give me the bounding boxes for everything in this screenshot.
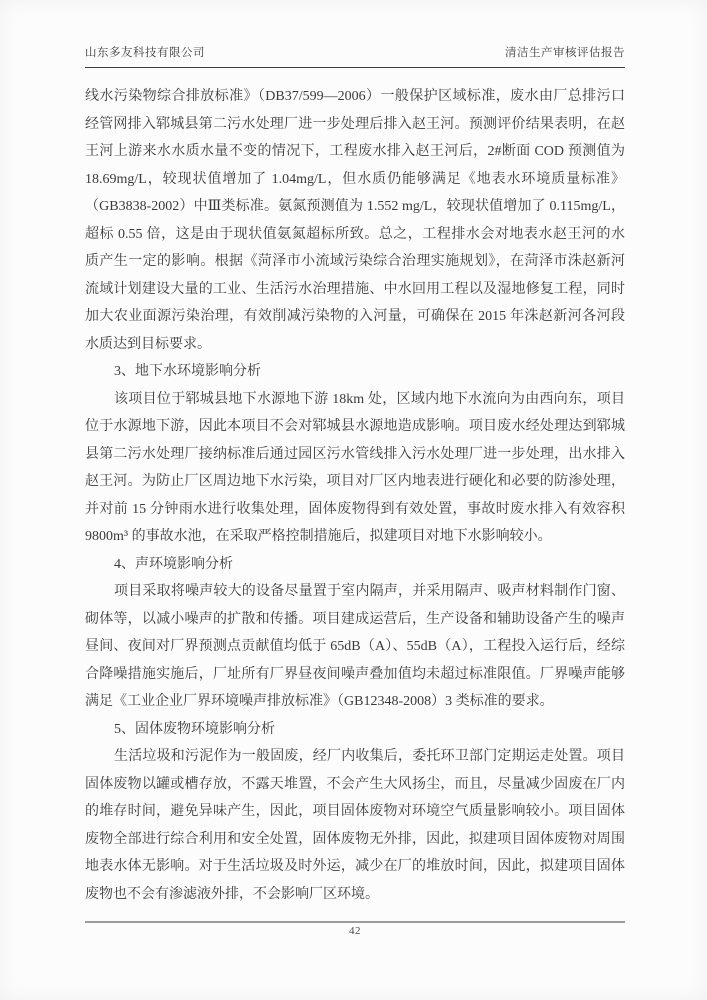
body-line: 位于水源地下游，因此本项目不会对郓城县水源地造成影响。项目废水经处理达到郓城 bbox=[85, 419, 625, 434]
body-line: 质产生一定的影响。根据《菏泽市小流域污染综合治理实施规划》，在菏泽市洙赵新河 bbox=[85, 254, 625, 269]
page-footer bbox=[85, 921, 625, 937]
body-line: 超标 0.55 倍，这是由于现状值氨氮超标所致。总之，工程排水会对地表水赵王河的水 bbox=[85, 226, 625, 242]
document-body bbox=[85, 83, 625, 908]
body-line: （GB3838-2002）中Ⅲ类标准。氨氮预测值为 1.552 mg/L，较现状值增加了 0.115mg/L， bbox=[85, 199, 625, 214]
body-line: 18.69mg/L，较现状值增加了 1.04mg/L，但水质仍能够满足《地表水环境质量标准》 bbox=[85, 171, 625, 187]
header-report-title: 清洁生产审核评估报告 bbox=[505, 47, 625, 59]
page-header bbox=[85, 44, 625, 68]
body-line: 水质达到目标要求。 bbox=[85, 336, 211, 352]
body-line: 废物也不会有渗滤液外排，不会影响厂区环境。 bbox=[85, 886, 379, 902]
body-line: 合降噪措施实施后，厂址所有厂界昼夜间噪声叠加值均未超过标准限值。厂界噪声能够 bbox=[85, 666, 625, 682]
body-line: 9800m³ 的事故水池，在采取严格控制措施后，拟建项目对地下水影响较小。 bbox=[85, 529, 552, 544]
body-line: 经管网排入郓城县第二污水处理厂进一步处理后排入赵王河。预测评价结果表明，在赵 bbox=[85, 116, 625, 132]
body-line: 废物全部进行综合利用和安全处置，固体废物无外排，因此，拟建项目固体废物对周围 bbox=[85, 831, 625, 847]
body-line: 满足《工业企业厂界环境噪声排放标准》（GB12348-2008）3 类标准的要求。 bbox=[85, 694, 554, 709]
page-number: 42 bbox=[349, 925, 361, 937]
body-line: 该项目位于郓城县地下水源地下游 18km 处，区域内地下水流向为由西向东，项目 bbox=[114, 391, 625, 407]
body-line: 的堆存时间，避免异味产生，因此，项目固体废物对环境空气质量影响较小。项目固体 bbox=[85, 804, 625, 819]
body-line: 王河上游来水水质水量不变的情况下，工程废水排入赵王河后，2#断面 COD 预测值为 bbox=[85, 144, 625, 159]
section-heading: 4、声环境影响分析 bbox=[114, 556, 233, 572]
body-line: 县第二污水处理厂接纳标准后通过园区污水管线排入污水处理厂进一步处理，出水排入 bbox=[85, 446, 625, 462]
header-company-name: 山东多友科技有限公司 bbox=[85, 47, 205, 59]
body-line: 流域计划建设大量的工业、生活污水治理措施、中水回用工程以及湿地修复工程，同时 bbox=[85, 281, 625, 297]
body-line: 生活垃圾和污泥作为一般固废，经厂内收集后，委托环卫部门定期运走处置。项目 bbox=[114, 749, 625, 764]
section-heading: 5、固体废物环境影响分析 bbox=[114, 721, 275, 737]
body-line: 并对前 15 分钟雨水进行收集处理，固体废物得到有效处置，事故时废水排入有效容积 bbox=[85, 501, 625, 517]
body-line: 昼间、夜间对厂界预测点贡献值均低于 65dB（A）、55dB（A），工程投入运行后，经综 bbox=[85, 639, 625, 654]
body-line: 固体废物以罐或槽存放，不露天堆置，不会产生大风扬尘，而且，尽量减少固废在厂内 bbox=[85, 776, 625, 792]
body-line: 地表水体无影响。对于生活垃圾及时外运，减少在厂的堆放时间，因此，拟建项目固体 bbox=[85, 859, 625, 874]
section-heading: 3、地下水环境影响分析 bbox=[114, 364, 261, 379]
body-line: 加大农业面源污染治理，有效削减污染物的入河量，可确保在 2015 年洙赵新河各河段 bbox=[85, 309, 625, 324]
body-line: 项目采取将噪声较大的设备尽量置于室内隔声，并采用隔声、吸声材料制作门窗、 bbox=[114, 584, 625, 599]
body-line: 线水污染物综合排放标准》（DB37/599—2006）一般保护区域标准，废水由厂总排污口 bbox=[85, 89, 625, 104]
body-line: 砌体等，以减小噪声的扩散和传播。项目建成运营后，生产设备和辅助设备产生的噪声 bbox=[85, 611, 625, 627]
body-line: 赵王河。为防止厂区周边地下水污染，项目对厂区内地表进行硬化和必要的防渗处理， bbox=[85, 474, 625, 489]
